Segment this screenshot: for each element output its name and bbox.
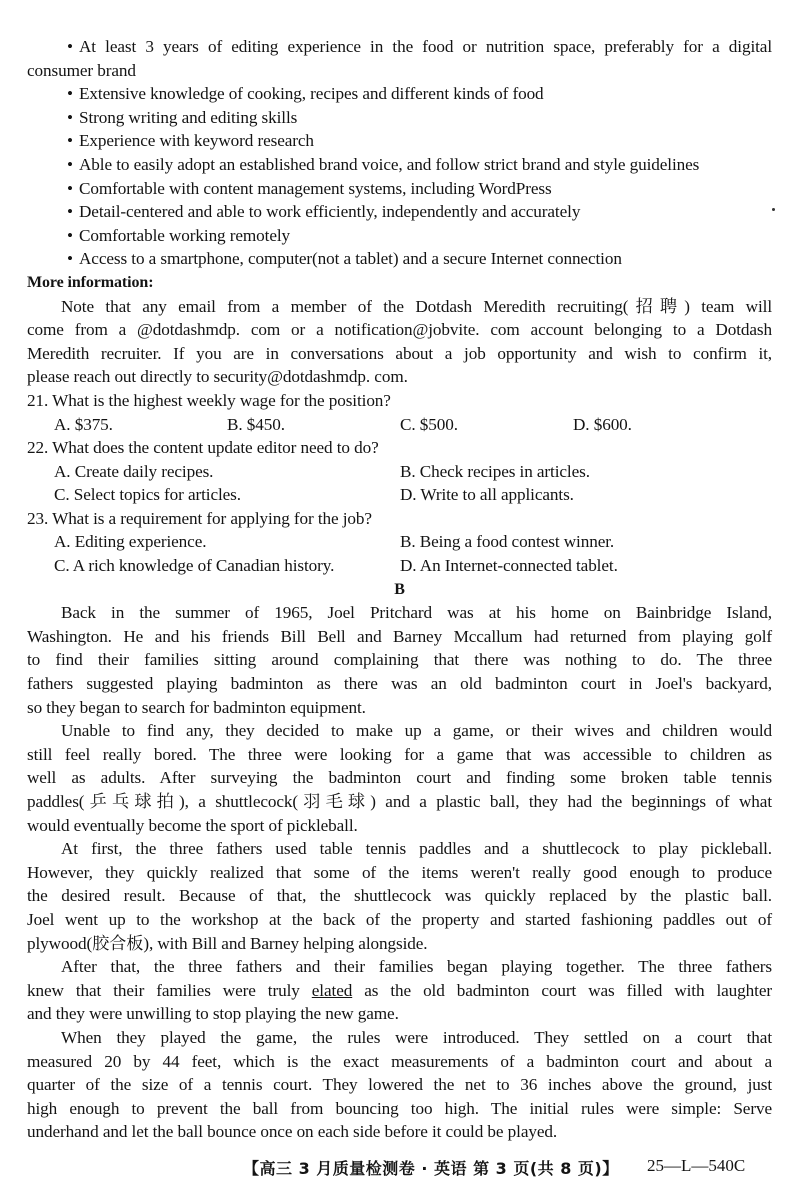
underlined-word: elated <box>311 980 353 1000</box>
more-info-line: come from a @dotdashmdp. com or a notification@jobvite. com account belonging to a Dotdash <box>27 320 772 340</box>
requirement-item: • Comfortable working remotely <box>27 224 772 248</box>
option-c[interactable]: C. $500. <box>400 414 458 434</box>
page-footer <box>0 1152 800 1182</box>
more-info-line: please reach out directly to security@dotdashmdp. com. <box>27 367 408 387</box>
question-22 <box>27 436 772 507</box>
bullet-icon: • <box>67 178 73 198</box>
requirement-item: • Detail-centered and able to work efficiently, independently and accurately <box>27 200 772 224</box>
passage-paragraph: When they played the game, the rules were introduced. They settled on a court that measured 20 by 44 feet, which is the exact measurements of a badminton court and about a quarter of the size of a tennis court. They lowered the net to 36 inches above the ground, just high enough to prevent the ball from bouncing too high. The initial rules were simple: Serve underhand and let the ball bounce once on each side before it could be played. <box>27 1027 772 1142</box>
option-d[interactable]: D. An Internet-connected tablet. <box>400 556 618 576</box>
bullet-icon: • <box>67 202 73 222</box>
bullet-icon: • <box>67 249 73 269</box>
options-row <box>27 530 772 554</box>
more-info-section <box>27 271 772 389</box>
question-21 <box>27 389 772 436</box>
question-23 <box>27 507 772 578</box>
bullet-icon: • <box>67 131 73 151</box>
footer-code: 25—L—540C <box>647 1156 746 1175</box>
passage-paragraph: At first, the three fathers used table tennis paddles and a shuttlecock to play pickleball. However, they quickly realized that some of the items weren't really good enough to produce the desired result. Because of that, the shuttlecock was quickly replaced by the plastic ball. Joel went up to the workshop at the back of the property and started fashioning paddles out of plywood(胶合板), with Bill and Barney helping alongside. <box>27 839 772 953</box>
passage-paragraph: After that, the three fathers and their families began playing together. The three fathers knew that their families were truly elated as the old badminton court was filled with laughter and they were unwilling to stop playing the new game. <box>27 957 772 1024</box>
scan-speck <box>772 208 775 211</box>
options-row <box>27 413 772 437</box>
more-info-heading: More information: <box>27 273 154 291</box>
requirement-item: • Access to a smartphone, computer(not a tablet) and a secure Internet connection <box>27 247 772 271</box>
more-info-line: Meredith recruiter. If you are in conversations about a job opportunity and wish to confirm it, <box>27 343 772 363</box>
options-row <box>27 460 772 484</box>
bullet-icon: • <box>67 84 73 104</box>
footer-title: 【高三 3 月质量检测卷 · 英语 第 3 页(共 8 页)】 <box>243 1159 619 1178</box>
line-with-underlined-word: knew that their families were truly elated as the old badminton court was filled with laughter <box>27 980 772 1000</box>
requirement-item: • Experience with keyword research <box>27 129 772 153</box>
option-c[interactable]: C. Select topics for articles. <box>54 485 241 505</box>
passage-paragraph: Back in the summer of 1965, Joel Pritchard was at his home on Bainbridge Island, Washington. He and his friends Bill Bell and Barney Mccallum had returned from playing golf to find their families sitting around complaining that there was nothing to do. The three fathers suggested playing badminton as there was an old badminton court in Joel's backyard, so they began to search for badminton equipment. <box>27 603 772 717</box>
bullet-icon: • <box>67 107 73 127</box>
requirement-item: • Comfortable with content management systems, including WordPress <box>27 177 772 201</box>
requirement-item: • Strong writing and editing skills <box>27 106 772 130</box>
options-row <box>27 554 772 578</box>
option-c[interactable]: C. A rich knowledge of Canadian history. <box>54 556 335 576</box>
more-info-line: Note that any email from a member of the Dotdash Meredith recruiting(招聘) team will <box>61 296 772 316</box>
exam-page <box>27 35 772 1144</box>
option-d[interactable]: D. Write to all applicants. <box>400 485 574 505</box>
question-stem: 23. What is a requirement for applying for the job? <box>27 508 372 528</box>
bullet-icon: • <box>67 154 73 174</box>
requirement-item: • Able to easily adopt an established brand voice, and follow strict brand and style guidelines <box>27 153 772 177</box>
option-a[interactable]: A. Create daily recipes. <box>54 461 214 481</box>
question-stem: 21. What is the highest weekly wage for the position? <box>27 390 391 410</box>
passage-paragraph: Unable to find any, they decided to make up a game, or their wives and children would still feel really bored. The three were looking for a game that was accessible to children as well as adults. After surveying the badminton court and finding some broken table tennis paddles(乒乓球拍), a shuttlecock(羽毛球) and a plastic ball, they had the beginnings of what would eventually become the sport of pickleball. <box>27 721 772 835</box>
bullet-icon: • <box>67 37 73 56</box>
option-d[interactable]: D. $600. <box>573 414 632 434</box>
options-row <box>27 483 772 507</box>
question-stem: 22. What does the content update editor need to do? <box>27 438 379 458</box>
requirement-item: • Extensive knowledge of cooking, recipes and different kinds of food <box>27 82 772 106</box>
option-b[interactable]: B. Check recipes in articles. <box>400 461 590 481</box>
option-a[interactable]: A. Editing experience. <box>54 532 207 552</box>
bullet-icon: • <box>67 225 73 245</box>
section-b-label: B <box>394 580 405 598</box>
option-a[interactable]: A. $375. <box>54 414 113 434</box>
option-b[interactable]: B. Being a food contest winner. <box>400 532 615 552</box>
requirement-item-continuation: consumer brand <box>27 60 136 80</box>
option-b[interactable]: B. $450. <box>227 414 285 434</box>
requirement-item: • At least 3 years of editing experience in the food or nutrition space, preferably for a digital <box>27 35 772 59</box>
requirements-list <box>27 35 772 271</box>
